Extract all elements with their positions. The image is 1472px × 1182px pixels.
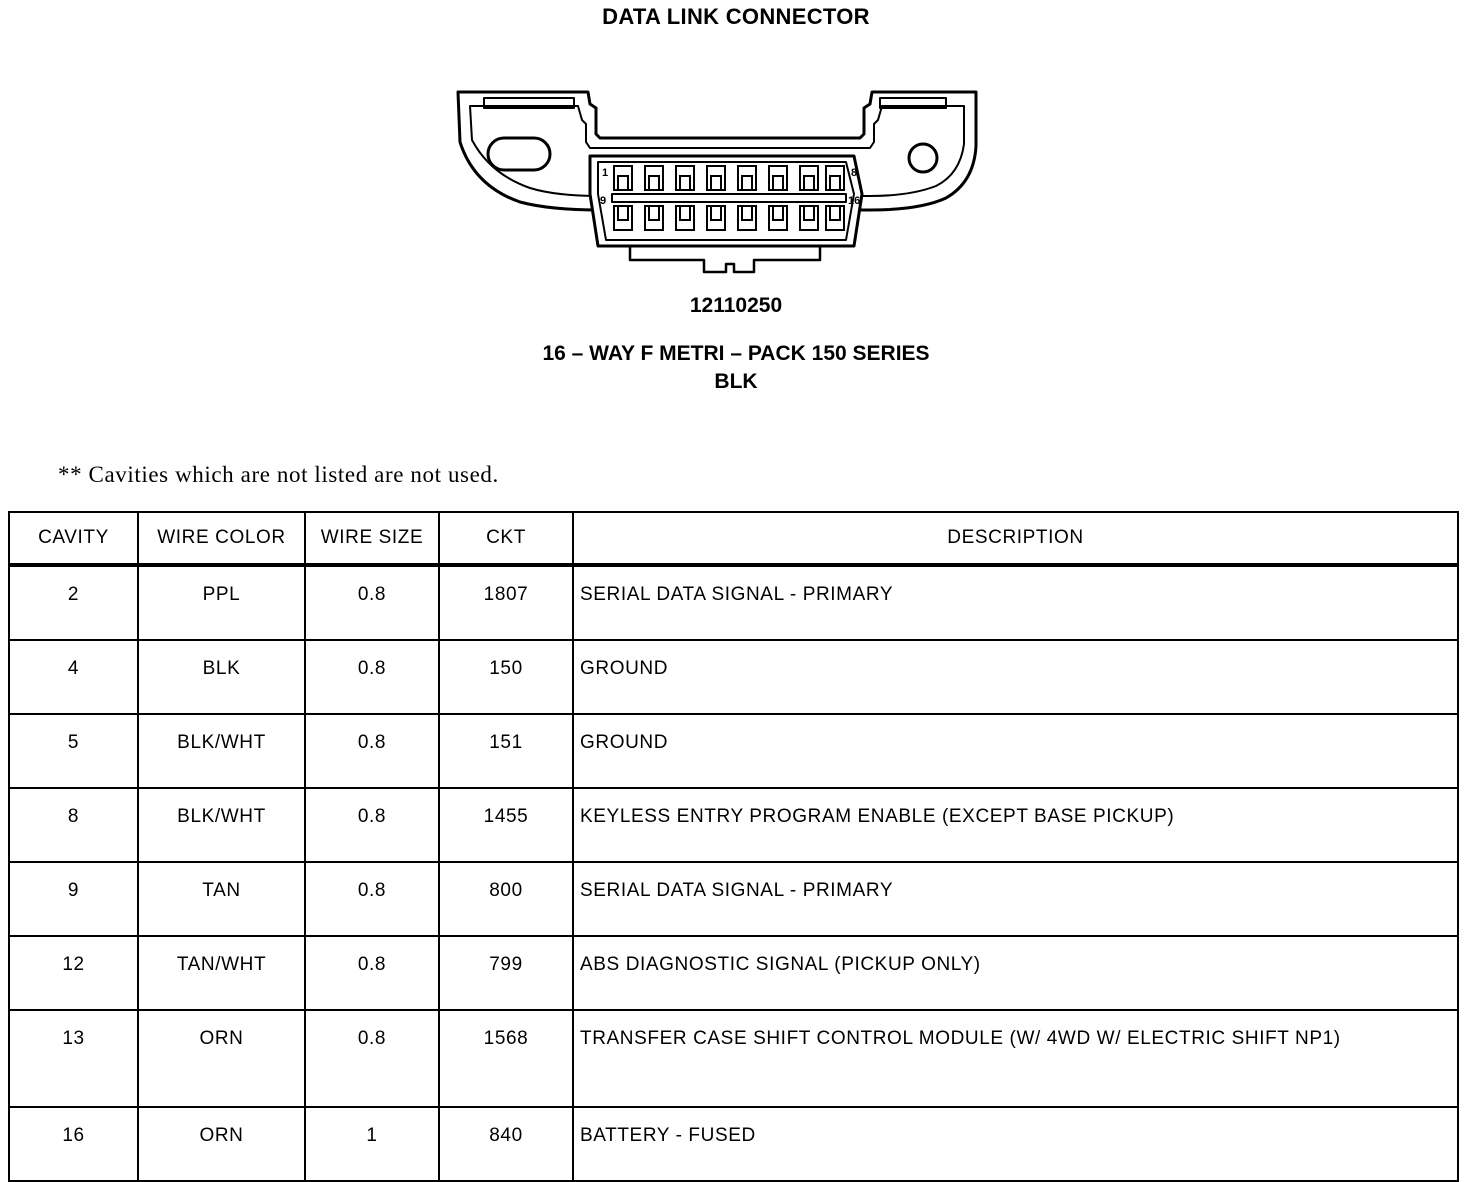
cell-wire-color: BLK/WHT [138,714,305,788]
cell-cavity: 9 [9,862,138,936]
cell-wire-color: BLK [138,640,305,714]
header-description: DESCRIPTION [573,512,1458,565]
cell-wire-size: 0.8 [305,1010,439,1107]
cell-description: GROUND [573,714,1458,788]
cell-wire-size: 0.8 [305,714,439,788]
cell-cavity: 5 [9,714,138,788]
cell-cavity: 8 [9,788,138,862]
cell-ckt: 800 [439,862,573,936]
cell-wire-size: 0.8 [305,640,439,714]
table-row [9,788,1458,862]
diagram-title: DATA LINK CONNECTOR [602,4,870,29]
header-ckt: CKT [439,512,573,565]
cell-cavity: 16 [9,1107,138,1181]
cell-ckt: 150 [439,640,573,714]
cell-ckt: 1807 [439,565,573,640]
cell-wire-color: TAN [138,862,305,936]
cell-description: SERIAL DATA SIGNAL - PRIMARY [573,565,1458,640]
cell-ckt: 840 [439,1107,573,1181]
cell-description: BATTERY - FUSED [573,1107,1458,1181]
cell-wire-color: BLK/WHT [138,788,305,862]
table-row [9,1010,1458,1107]
series-line-2: BLK [714,370,758,393]
cell-ckt: 1568 [439,1010,573,1107]
connector-diagram [450,82,985,282]
cell-description: TRANSFER CASE SHIFT CONTROL MODULE (W/ 4WD W/ ELECTRIC SHIFT NP1) [573,1010,1458,1107]
cell-wire-size: 0.8 [305,936,439,1010]
table-row [9,714,1458,788]
cell-cavity: 12 [9,936,138,1010]
header-wire-size: WIRE SIZE [305,512,439,565]
cell-description: GROUND [573,640,1458,714]
header-wire-color: WIRE COLOR [138,512,305,565]
cell-description: KEYLESS ENTRY PROGRAM ENABLE (EXCEPT BASE PICKUP) [573,788,1458,862]
pin-label-bottom-left: 9 [600,195,607,207]
cell-description: SERIAL DATA SIGNAL - PRIMARY [573,862,1458,936]
connector-series [0,340,1472,396]
table-row [9,565,1458,640]
cell-ckt: 799 [439,936,573,1010]
cell-wire-color: ORN [138,1010,305,1107]
cavity-table [8,511,1459,1182]
cell-wire-color: PPL [138,565,305,640]
table-row [9,862,1458,936]
cell-wire-color: TAN/WHT [138,936,305,1010]
part-number: 12110250 [689,294,783,317]
pin-label-top-left: 1 [602,167,609,179]
table-row [9,640,1458,714]
cell-wire-size: 0.8 [305,565,439,640]
cell-description: ABS DIAGNOSTIC SIGNAL (PICKUP ONLY) [573,936,1458,1010]
pin-label-bottom-right: 16 [848,195,861,207]
table-row [9,936,1458,1010]
cell-wire-size: 0.8 [305,862,439,936]
cell-ckt: 151 [439,714,573,788]
cell-ckt: 1455 [439,788,573,862]
left-mounting-hole [488,138,550,170]
cell-wire-size: 1 [305,1107,439,1181]
bottom-key [630,246,820,272]
right-mounting-hole [909,144,937,172]
unused-cavities-note: ** Cavities which are not listed are not used. [58,462,499,487]
cell-wire-color: ORN [138,1107,305,1181]
table-header-row [9,512,1458,565]
cell-cavity: 4 [9,640,138,714]
table-row [9,1107,1458,1181]
header-cavity: CAVITY [9,512,138,565]
pin-label-top-right: 8 [851,167,858,179]
cell-wire-size: 0.8 [305,788,439,862]
cell-cavity: 13 [9,1010,138,1107]
series-line-1: 16 – WAY F METRI – PACK 150 SERIES [542,342,930,365]
cell-cavity: 2 [9,565,138,640]
